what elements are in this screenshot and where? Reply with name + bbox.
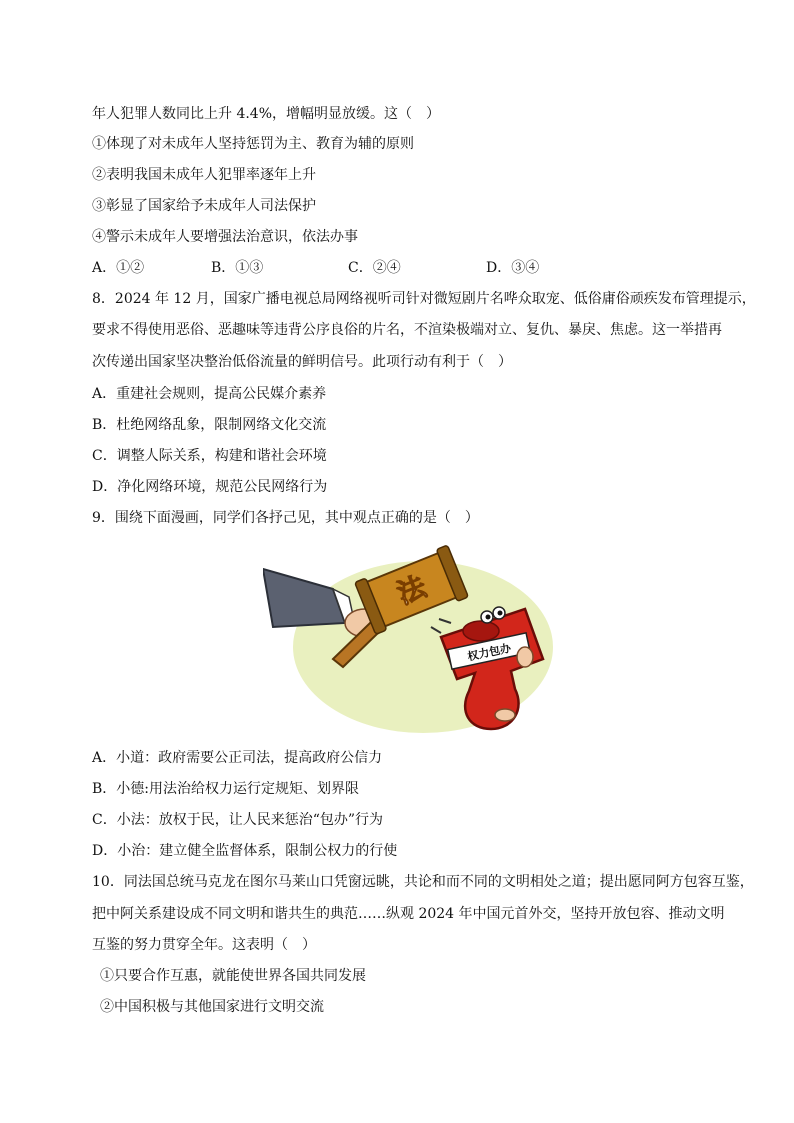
q7-statement-2: ②表明我国未成年人犯罪率逐年上升 [92, 167, 316, 183]
q10-statement-2: ②中国积极与其他国家进行文明交流 [100, 999, 324, 1015]
q7-option-b[interactable]: B．①③ [211, 260, 264, 276]
q8-option-b[interactable]: B．杜绝网络乱象，限制网络文化交流 [92, 417, 327, 433]
q8-stem-line-3: 次传递出国家坚决整治低俗流量的鲜明信号。此项行动有利于（ ） [92, 354, 512, 370]
q9-option-c[interactable]: C．小法：放权于民，让人民来惩治“包办”行为 [92, 812, 384, 828]
q7-options [0, 259, 794, 277]
q7-statement-4: ④警示未成年人要增强法治意识，依法办事 [92, 229, 358, 245]
q7-statement-3: ③彰显了国家给予未成年人司法保护 [92, 198, 316, 214]
q10-statement-1: ①只要合作互惠，就能使世界各国共同发展 [100, 968, 366, 984]
pipe-text: 权力包办 [466, 641, 513, 664]
q9-option-b[interactable]: B．小德:用法治给权力运行定规矩、划界限 [92, 781, 360, 797]
q9-stem: 9．围绕下面漫画，同学们各抒己见，其中观点正确的是（ ） [92, 510, 479, 526]
q10-stem-line-3: 互鉴的努力贯穿全年。这表明（ ） [92, 937, 316, 953]
q7-continuation: 年人犯罪人数同比上升 4.4%，增幅明显放缓。这（ ） [92, 106, 441, 122]
q8-option-d[interactable]: D．净化网络环境，规范公民网络行为 [92, 479, 328, 495]
q8-stem-line-1: 8．2024 年 12 月，国家广播电视总局网络视听司针对微短剧片名哗众取宠、低俗庸俗顽疾发布管理提示， [92, 291, 756, 307]
q8-option-c[interactable]: C．调整人际关系，构建和谐社会环境 [92, 448, 327, 464]
q9-option-a[interactable]: A．小道：政府需要公正司法，提高政府公信力 [92, 750, 383, 766]
hammer-text: 法 [392, 569, 431, 611]
q10-stem-line-2: 把中阿关系建设成不同文明和谐共生的典范……纵观 2024 年中国元首外交，坚持开放包容、推动文明 [92, 906, 725, 922]
q7-option-d[interactable]: D．③④ [486, 260, 540, 276]
q8-stem-line-2: 要求不得使用恶俗、恶趣味等违背公序良俗的片名，不渲染极端对立、复仇、暴戾、焦虑。这一举措再 [92, 322, 722, 338]
q10-stem-line-1: 10．同法国总统马克龙在图尔马莱山口凭窗远眺，共论和而不同的文明相处之道；提出愿同阿方包容互鉴， [92, 874, 754, 890]
q9-option-d[interactable]: D．小治：建立健全监督体系，限制公权力的行使 [92, 843, 398, 859]
q8-option-a[interactable]: A．重建社会规则，提高公民媒介素养 [92, 386, 327, 402]
q7-option-a[interactable]: A．①② [92, 260, 145, 276]
q7-option-c[interactable]: C．②④ [348, 260, 401, 276]
q7-statement-1: ①体现了对未成年人坚持惩罚为主、教育为辅的原则 [92, 136, 414, 152]
q9-cartoon [263, 539, 553, 733]
cartoon-illustration [263, 539, 553, 733]
